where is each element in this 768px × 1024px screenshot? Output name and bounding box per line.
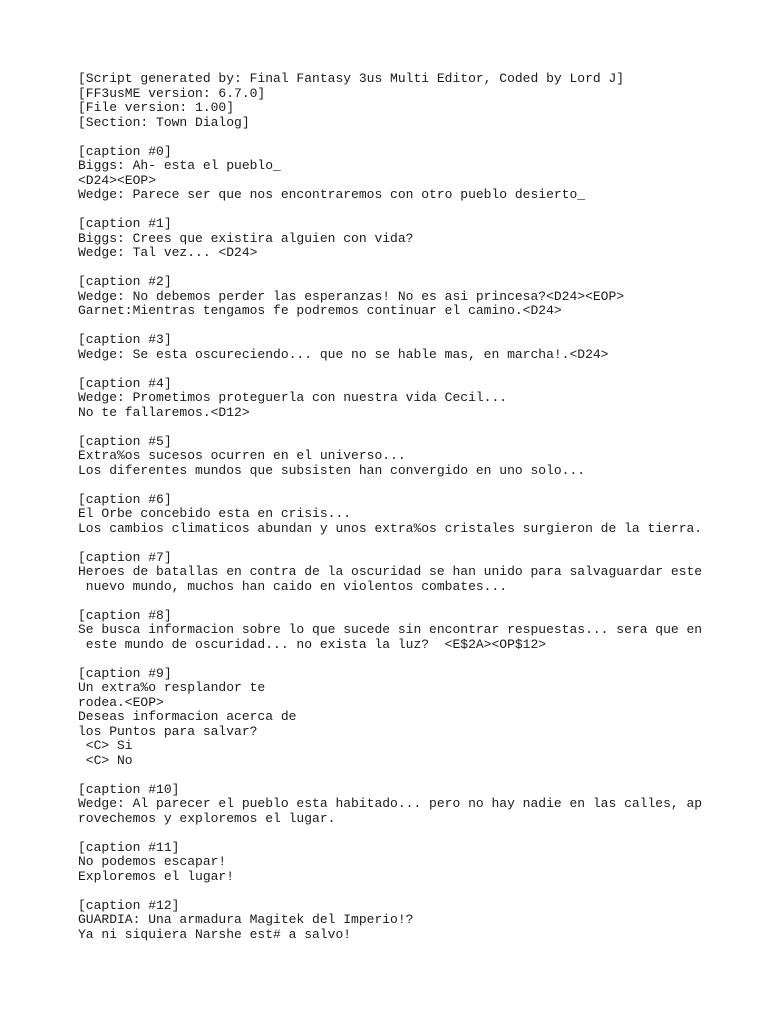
caption-text-line: Los diferentes mundos que subsisten han convergido en uno solo... <box>78 462 586 478</box>
caption-block <box>78 783 748 827</box>
header-line: [File version: 1.00] <box>78 100 235 115</box>
caption-text-line: El Orbe concebido esta en crisis... <box>78 506 352 521</box>
caption-text-line: Garnet:Mientras tengamos fe podremos continuar el camino.<D24> <box>78 303 562 318</box>
header-line: [Script generated by: Final Fantasy 3us Multi Editor, Coded by Lord J] <box>78 71 625 86</box>
caption-block <box>78 333 748 362</box>
caption-list <box>78 130 748 942</box>
caption-text-line: Exploremos el lugar! <box>78 868 235 884</box>
caption-label: [caption #11] <box>78 839 180 855</box>
caption-text-line: Deseas informacion acerca de <box>78 709 297 724</box>
header-line: [Section: Town Dialog] <box>78 114 250 130</box>
caption-text-line: Wedge: Al parecer el pueblo esta habitado... pero no hay nadie en las calles, ap <box>78 796 703 811</box>
header-line: [FF3usME version: 6.7.0] <box>78 85 266 101</box>
caption-label: [caption #9] <box>78 665 172 681</box>
caption-block <box>78 145 748 203</box>
caption-text-line: GUARDIA: Una armadura Magitek del Imperio!? <box>78 912 414 927</box>
caption-label: [caption #0] <box>78 143 172 159</box>
caption-text-line: Wedge: Parece ser que nos encontraremos con otro pueblo desierto_ <box>78 187 586 202</box>
caption-block <box>78 609 748 653</box>
blank-line <box>78 826 748 841</box>
caption-text-line: No te fallaremos.<D12> <box>78 404 250 420</box>
caption-label: [caption #10] <box>78 781 180 797</box>
caption-label: [caption #7] <box>78 549 172 565</box>
caption-block <box>78 841 748 885</box>
caption-label: [caption #2] <box>78 274 172 289</box>
caption-label: [caption #6] <box>78 491 172 507</box>
caption-text-line: No podemos escapar! <box>78 854 227 869</box>
caption-block <box>78 551 748 595</box>
caption-label: [caption #3] <box>78 332 172 347</box>
caption-text-line: Biggs: Crees que existira alguien con vida? <box>78 230 414 246</box>
blank-line <box>78 261 748 276</box>
blank-line <box>78 652 748 667</box>
blank-line <box>78 594 748 609</box>
caption-text-line: Wedge: Tal vez... <D24> <box>78 245 258 260</box>
script-text-body <box>78 72 748 942</box>
caption-label: [caption #8] <box>78 607 172 623</box>
blank-line <box>78 203 748 218</box>
blank-line <box>78 478 748 493</box>
caption-block <box>78 275 748 319</box>
caption-text-line: este mundo de oscuridad... no exista la luz? <E$2A><OP$12> <box>78 636 547 652</box>
caption-text-line: los Puntos para salvar? <box>78 723 258 739</box>
blank-line <box>78 362 748 377</box>
caption-block <box>78 435 748 479</box>
script-header <box>78 72 748 130</box>
caption-text-line: rovechemos y exploremos el lugar. <box>78 810 336 826</box>
blank-line <box>78 536 748 551</box>
caption-text-line: Un extra%o resplandor te <box>78 680 266 695</box>
caption-text-line: Wedge: Se esta oscureciendo... que no se hable mas, en marcha!.<D24> <box>78 346 609 362</box>
caption-text-line: Se busca informacion sobre lo que sucede sin encontrar respuestas... sera que en <box>78 622 703 637</box>
blank-line <box>78 884 748 899</box>
caption-label: [caption #12] <box>78 897 180 913</box>
blank-line <box>78 768 748 783</box>
blank-line <box>78 130 748 145</box>
caption-text-line: <C> Si <box>78 738 133 753</box>
caption-label: [caption #5] <box>78 433 172 449</box>
caption-text-line: rodea.<EOP> <box>78 694 164 710</box>
caption-text-line: nuevo mundo, muchos han caido en violentos combates... <box>78 578 508 594</box>
caption-text-line: Biggs: Ah- esta el pueblo_ <box>78 158 281 173</box>
blank-line <box>78 420 748 435</box>
caption-text-line: Extra%os sucesos ocurren en el universo... <box>78 448 406 463</box>
caption-block <box>78 217 748 261</box>
caption-label: [caption #4] <box>78 375 172 391</box>
blank-line <box>78 319 748 334</box>
caption-text-line: Wedge: No debemos perder las esperanzas! No es asi princesa?<D24><EOP> <box>78 288 625 304</box>
caption-text-line: <D24><EOP> <box>78 172 157 188</box>
caption-block <box>78 899 748 943</box>
caption-block <box>78 667 748 769</box>
caption-text-line: <C> No <box>78 752 133 768</box>
caption-label: [caption #1] <box>78 216 172 231</box>
caption-text-line: Heroes de batallas en contra de la oscuridad se han unido para salvaguardar este <box>78 564 703 579</box>
caption-text-line: Wedge: Prometimos proteguerla con nuestra vida Cecil... <box>78 390 508 405</box>
caption-block <box>78 493 748 537</box>
caption-text-line: Los cambios climaticos abundan y unos extra%os cristales surgieron de la tierra. <box>78 520 703 536</box>
caption-text-line: Ya ni siquiera Narshe est# a salvo! <box>78 926 352 942</box>
caption-block <box>78 377 748 421</box>
